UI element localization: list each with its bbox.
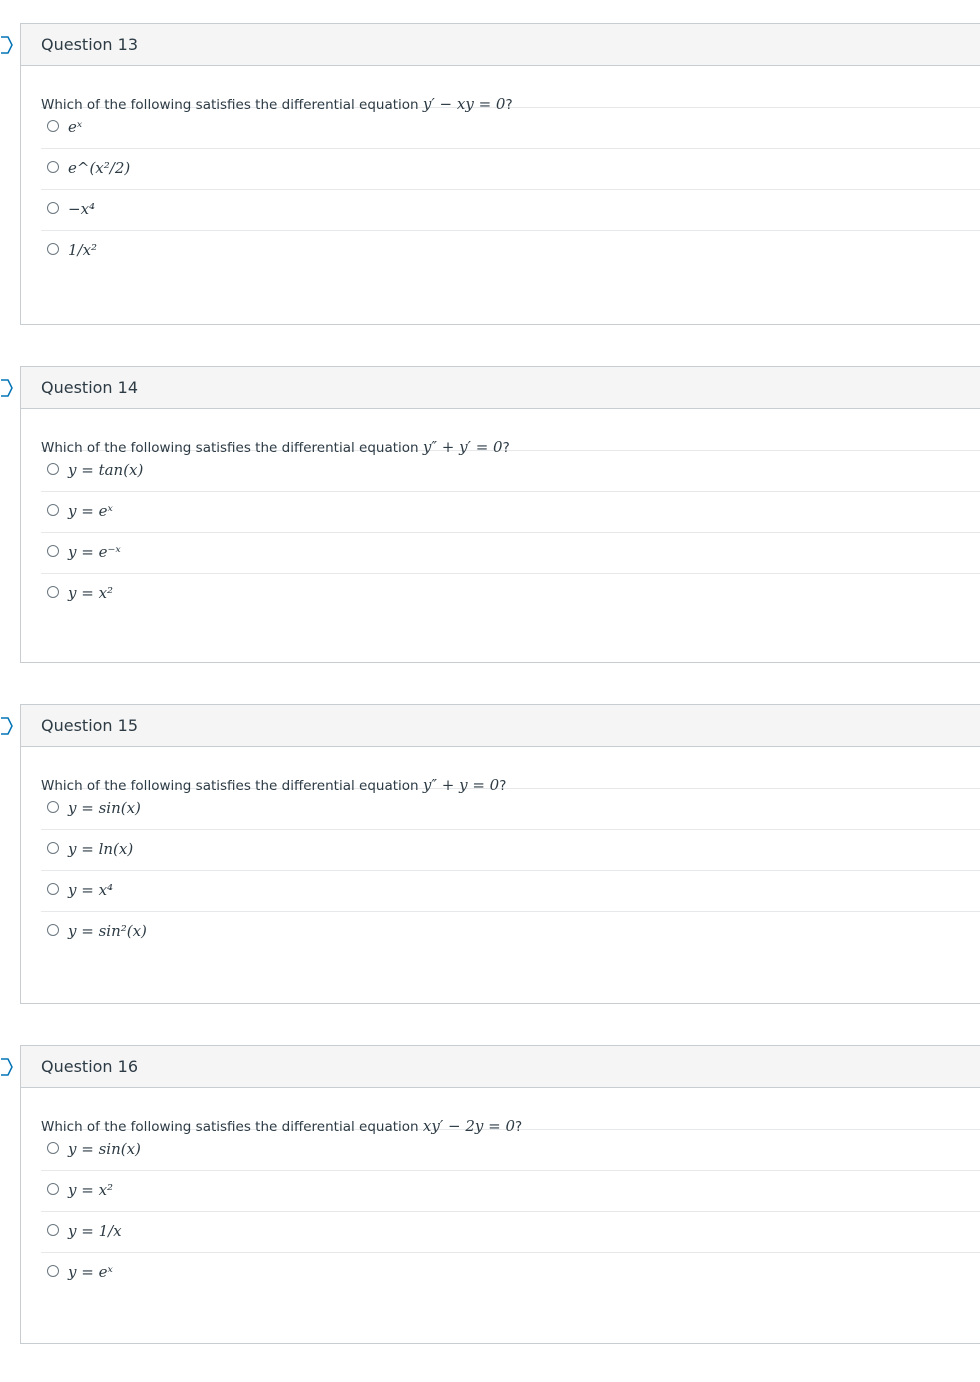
question-prompt: Which of the following satisfies the differential equation <box>41 97 423 113</box>
answer-option[interactable] <box>41 574 980 615</box>
answer-label: y = eˣ <box>68 1263 113 1281</box>
answer-option[interactable] <box>41 871 980 912</box>
answer-label: 1/x² <box>68 241 98 259</box>
answer-option[interactable] <box>41 1253 980 1294</box>
question-suffix: ? <box>515 1119 523 1135</box>
equation: xy′ − 2y = 0 <box>422 1117 515 1135</box>
radio-button[interactable] <box>47 1142 59 1154</box>
answer-label: eˣ <box>68 118 83 136</box>
question-text <box>41 409 980 456</box>
answer-list <box>41 1130 980 1294</box>
answer-label: y = sin²(x) <box>68 922 147 940</box>
radio-button[interactable] <box>47 120 59 132</box>
question-suffix: ? <box>505 97 513 113</box>
equation: y″ + y = 0 <box>422 776 500 794</box>
question-text <box>41 1088 980 1135</box>
answer-option[interactable] <box>41 1212 980 1253</box>
radio-button[interactable] <box>47 883 59 895</box>
answer-option[interactable] <box>41 149 980 190</box>
answer-option[interactable] <box>41 830 980 871</box>
radio-button[interactable] <box>47 1183 59 1195</box>
answer-label: y = sin(x) <box>68 799 141 817</box>
answer-label: −x⁴ <box>68 200 96 218</box>
radio-button[interactable] <box>47 202 59 214</box>
answer-option[interactable] <box>41 789 980 830</box>
radio-button[interactable] <box>47 924 59 936</box>
question-text <box>41 747 980 794</box>
flag-question-icon[interactable] <box>1 379 13 397</box>
answer-label: y = ln(x) <box>68 840 134 858</box>
question-15 <box>20 704 980 1004</box>
question-suffix: ? <box>502 440 510 456</box>
radio-button[interactable] <box>47 586 59 598</box>
radio-button[interactable] <box>47 1224 59 1236</box>
radio-button[interactable] <box>47 161 59 173</box>
answer-label: y = 1/x <box>68 1222 122 1240</box>
flag-question-icon[interactable] <box>1 717 13 735</box>
question-title: Question 13 <box>21 24 980 66</box>
radio-button[interactable] <box>47 463 59 475</box>
answer-list <box>41 108 980 272</box>
radio-button[interactable] <box>47 801 59 813</box>
answer-label: y = x² <box>68 1181 114 1199</box>
question-title: Question 16 <box>21 1046 980 1088</box>
radio-button[interactable] <box>47 504 59 516</box>
equation: y′ − xy = 0 <box>422 95 506 113</box>
answer-option[interactable] <box>41 108 980 149</box>
question-13 <box>20 23 980 325</box>
answer-label: y = x² <box>68 584 114 602</box>
radio-button[interactable] <box>47 243 59 255</box>
question-prompt: Which of the following satisfies the differential equation <box>41 440 423 456</box>
question-suffix: ? <box>499 778 507 794</box>
question-text <box>41 66 980 113</box>
question-prompt: Which of the following satisfies the differential equation <box>41 778 423 794</box>
answer-label: y = e⁻ˣ <box>68 543 121 561</box>
answer-list <box>41 451 980 615</box>
radio-button[interactable] <box>47 842 59 854</box>
answer-option[interactable] <box>41 190 980 231</box>
answer-label: e^(x²/2) <box>68 159 131 177</box>
radio-button[interactable] <box>47 1265 59 1277</box>
answer-label: y = eˣ <box>68 502 113 520</box>
flag-question-icon[interactable] <box>1 36 13 54</box>
answer-label: y = x⁴ <box>68 881 114 899</box>
equation: y″ + y′ = 0 <box>422 438 503 456</box>
radio-button[interactable] <box>47 545 59 557</box>
flag-question-icon[interactable] <box>1 1058 13 1076</box>
answer-option[interactable] <box>41 1171 980 1212</box>
answer-label: y = tan(x) <box>68 461 144 479</box>
answer-option[interactable] <box>41 912 980 953</box>
question-16 <box>20 1045 980 1344</box>
answer-option[interactable] <box>41 451 980 492</box>
answer-list <box>41 789 980 953</box>
question-14 <box>20 366 980 663</box>
answer-option[interactable] <box>41 492 980 533</box>
question-title: Question 14 <box>21 367 980 409</box>
answer-label: y = sin(x) <box>68 1140 141 1158</box>
question-title: Question 15 <box>21 705 980 747</box>
answer-option[interactable] <box>41 533 980 574</box>
answer-option[interactable] <box>41 231 980 272</box>
answer-option[interactable] <box>41 1130 980 1171</box>
question-prompt: Which of the following satisfies the differential equation <box>41 1119 423 1135</box>
